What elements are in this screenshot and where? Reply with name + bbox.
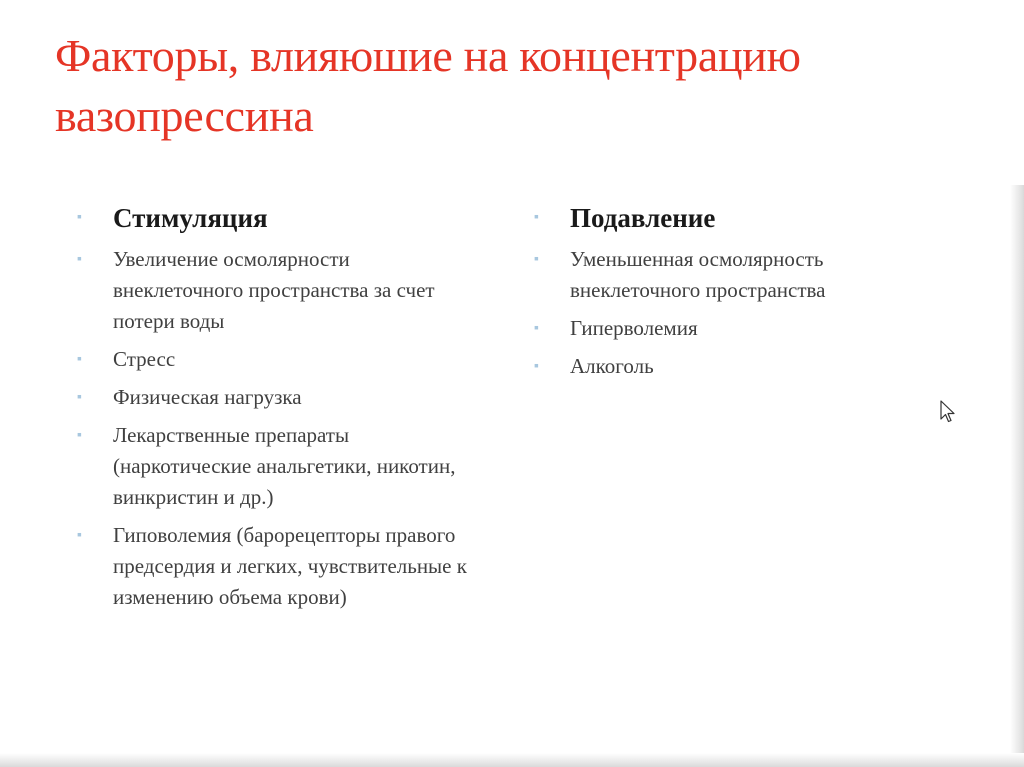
list-item-text: Алкоголь [570,354,654,378]
bullet-icon: ▪ [77,528,82,543]
list-item-text: Гиперволемия [570,316,698,340]
list-item-text: Уменьшенная осмолярность внеклеточного пространства [570,247,826,302]
bullet-icon: ▪ [77,352,82,367]
list-item [532,313,932,344]
bullet-icon: ▪ [534,321,539,336]
heading-text: Подавление [570,203,716,233]
stimulation-list [75,196,475,620]
list-item [532,244,932,306]
list-item [75,382,475,413]
list-item-text: Стресс [113,347,176,371]
list-item-text: Увеличение осмолярности внеклеточного пространства за счет потери воды [113,247,435,333]
mouse-pointer-icon [940,400,956,424]
frame-shadow-bottom [0,753,1024,767]
stimulation-heading [75,196,475,240]
suppression-heading [532,196,932,240]
list-item [75,420,475,513]
heading-text: Стимуляция [113,203,268,233]
bullet-icon: ▪ [534,210,539,225]
bullet-icon: ▪ [77,390,82,405]
bullet-icon: ▪ [77,428,82,443]
list-item [532,351,932,382]
suppression-list [532,196,932,389]
frame-shadow-right [1010,185,1024,767]
list-item [75,244,475,337]
list-item-text: Физическая нагрузка [113,385,302,409]
list-item [75,344,475,375]
slide-title: Факторы, влияюшие на концентрацию вазопрессина [55,30,801,141]
list-item-text: Лекарственные препараты (наркотические анальгетики, никотин, винкристин и др.) [113,423,456,509]
bullet-icon: ▪ [77,210,82,225]
list-item-text: Гиповолемия (барорецепторы правого предсердия и легких, чувствительные к изменению объема крови) [113,523,467,609]
bullet-icon: ▪ [77,252,82,267]
bullet-icon: ▪ [534,252,539,267]
list-item [75,520,475,613]
bullet-icon: ▪ [534,359,539,374]
